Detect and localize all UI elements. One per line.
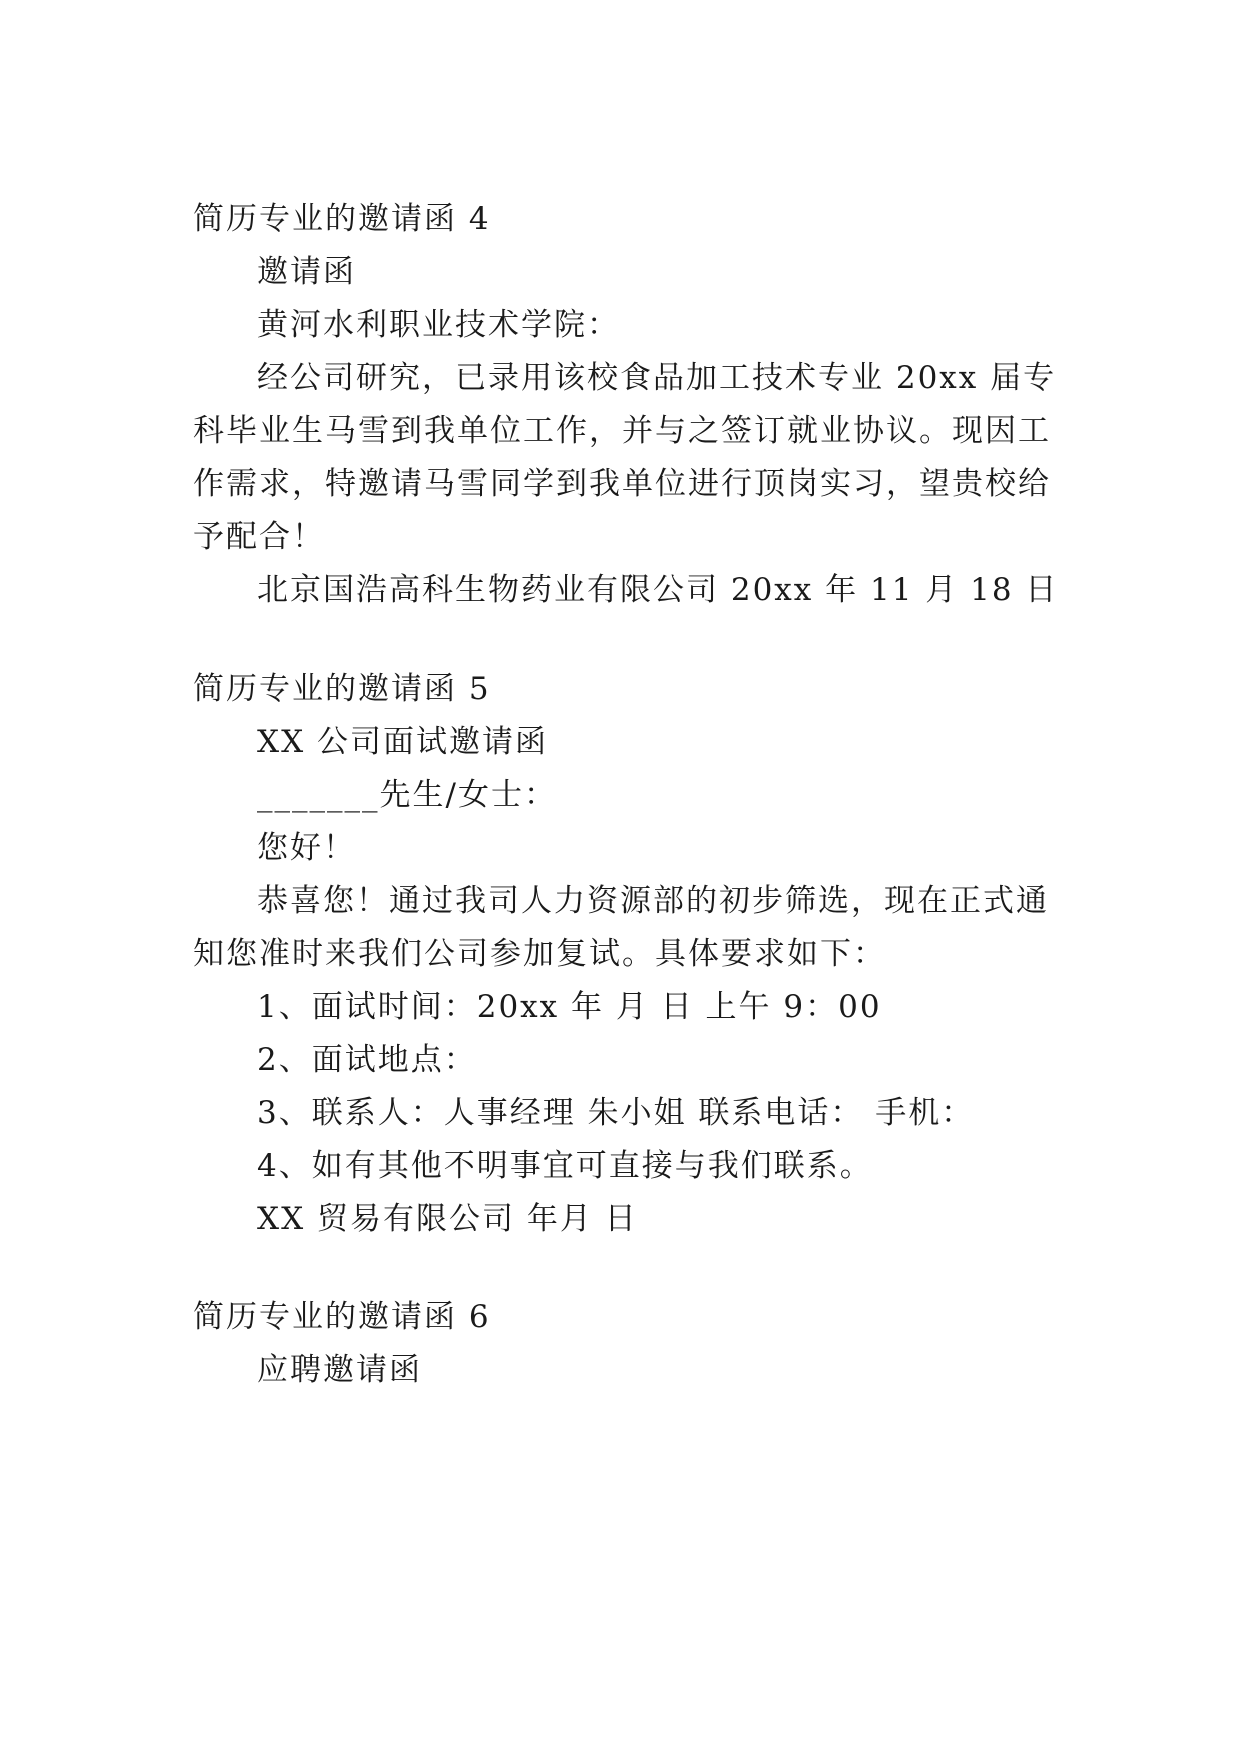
section-heading: 简历专业的邀请函 4	[193, 201, 491, 237]
list-item: 1、面试时间：20xx 年 月 日 上午 9：00	[257, 989, 882, 1025]
letter-salutation: _______先生/女士：	[257, 777, 557, 813]
body-line: 作需求，特邀请马雪同学到我单位进行顶岗实习，望贵校给	[193, 466, 1051, 502]
list-item: 3、联系人：人事经理 朱小姐 联系电话： 手机：	[257, 1095, 975, 1131]
section-heading: 简历专业的邀请函 6	[193, 1299, 491, 1335]
body-line: 经公司研究，已录用该校食品加工技术专业 20xx 届专	[257, 360, 1057, 396]
body-line: 予配合！	[193, 519, 325, 555]
body-line: 恭喜您！通过我司人力资源部的初步筛选，现在正式通	[257, 883, 1049, 919]
body-line: 知您准时来我们公司参加复试。具体要求如下：	[193, 936, 886, 972]
letter-greeting: 您好！	[257, 830, 356, 866]
letter-signature: 北京国浩高科生物药业有限公司 20xx 年 11 月 18 日	[257, 572, 1059, 608]
section-heading: 简历专业的邀请函 5	[193, 671, 491, 707]
letter-title: 应聘邀请函	[257, 1352, 422, 1388]
letter-salutation: 黄河水利职业技术学院：	[257, 307, 620, 343]
letter-title: 邀请函	[257, 254, 356, 290]
list-item: 2、面试地点：	[257, 1042, 477, 1078]
letter-title: XX 公司面试邀请函	[257, 724, 548, 760]
letter-signature: XX 贸易有限公司 年月 日	[257, 1201, 638, 1237]
body-line: 科毕业生马雪到我单位工作，并与之签订就业协议。现因工	[193, 413, 1051, 449]
list-item: 4、如有其他不明事宜可直接与我们联系。	[257, 1148, 873, 1184]
